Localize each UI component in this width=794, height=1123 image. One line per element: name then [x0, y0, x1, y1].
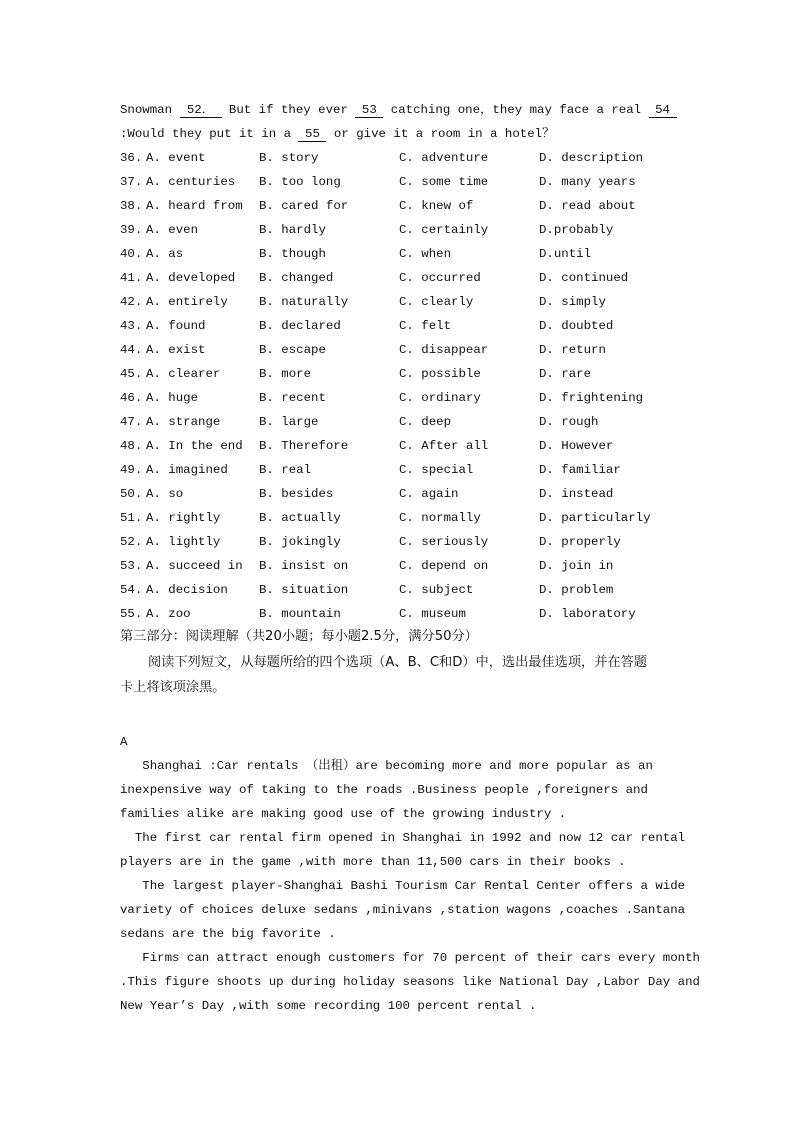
option-c: C. adventure: [399, 151, 489, 165]
option-b: B. mountain: [259, 607, 341, 621]
question-number: 52.: [120, 535, 143, 549]
option-a: A. strange: [146, 415, 221, 429]
blank-53: 53: [355, 104, 383, 118]
question-number: 51.: [120, 511, 143, 525]
blank-54: 54: [649, 104, 677, 118]
option-a: A. In the end: [146, 439, 243, 453]
option-a: A. rightly: [146, 511, 221, 525]
passage-line: .This figure shoots up during holiday seasons like National Day ,Labor Day and: [120, 975, 700, 989]
question-number: 45.: [120, 367, 143, 381]
section-heading: 第三部分：阅读理解（共20小题；每小题2.5分，满分50分）: [120, 629, 478, 644]
question-number: 39.: [120, 223, 143, 237]
option-d: D. instead: [539, 487, 614, 501]
cloze-text: catching one，they may face a real: [383, 103, 649, 117]
option-a: A. huge: [146, 391, 199, 405]
option-c: C. deep: [399, 415, 452, 429]
option-d: D. join in: [539, 559, 614, 573]
option-a: A. imagined: [146, 463, 228, 477]
option-d: D. read about: [539, 199, 636, 213]
option-d: D. continued: [539, 271, 629, 285]
section-instruction-line-2: 卡上将该项涂黑。: [120, 680, 226, 695]
option-b: B. though: [259, 247, 326, 261]
option-d: D. many years: [539, 175, 636, 189]
passage-line: New Year’s Day ,with some recording 100 percent rental .: [120, 999, 537, 1013]
question-number: 46.: [120, 391, 143, 405]
option-d: D. However: [539, 439, 614, 453]
option-d: D. description: [539, 151, 644, 165]
option-b: B. too long: [259, 175, 341, 189]
option-b: B. declared: [259, 319, 341, 333]
passage-line: The largest player-Shanghai Bashi Tourism Car Rental Center offers a wide: [120, 879, 686, 893]
question-number: 55.: [120, 607, 143, 621]
option-d: D. frightening: [539, 391, 644, 405]
option-b: B. hardly: [259, 223, 326, 237]
option-a: A. event: [146, 151, 206, 165]
option-a: A. decision: [146, 583, 228, 597]
option-c: C. normally: [399, 511, 481, 525]
option-b: B. escape: [259, 343, 326, 357]
option-a: A. exist: [146, 343, 206, 357]
option-d: D. laboratory: [539, 607, 636, 621]
question-number: 49.: [120, 463, 143, 477]
passage-line: variety of choices deluxe sedans ,minivans ,station wagons ,coaches .Santana: [120, 903, 686, 917]
option-a: A. centuries: [146, 175, 236, 189]
option-c: C. felt: [399, 319, 452, 333]
option-d: D. rare: [539, 367, 592, 381]
question-number: 42.: [120, 295, 143, 309]
option-d: D.probably: [539, 223, 614, 237]
option-d: D. rough: [539, 415, 599, 429]
option-c: C. disappear: [399, 343, 489, 357]
option-c: C. certainly: [399, 223, 489, 237]
option-a: A. even: [146, 223, 199, 237]
option-c: C. some time: [399, 175, 489, 189]
question-number: 54.: [120, 583, 143, 597]
passage-label: A: [120, 735, 128, 749]
option-c: C. occurred: [399, 271, 481, 285]
option-a: A. clearer: [146, 367, 221, 381]
option-c: C. again: [399, 487, 459, 501]
option-b: B. jokingly: [259, 535, 341, 549]
option-c: C. ordinary: [399, 391, 481, 405]
passage-line: players are in the game ,with more than 11,500 cars in their books .: [120, 855, 626, 869]
blank-55: 55: [298, 128, 326, 142]
option-b: B. more: [259, 367, 312, 381]
option-c: C. After all: [399, 439, 489, 453]
option-b: B. story: [259, 151, 319, 165]
question-number: 53.: [120, 559, 143, 573]
option-b: B. besides: [259, 487, 334, 501]
option-c: C. knew of: [399, 199, 474, 213]
cloze-text: But if they ever: [221, 103, 356, 117]
question-number: 44.: [120, 343, 143, 357]
option-a: A. so: [146, 487, 184, 501]
option-b: B. naturally: [259, 295, 349, 309]
option-a: A. developed: [146, 271, 236, 285]
question-number: 41.: [120, 271, 143, 285]
cloze-line-1: [120, 102, 677, 118]
passage-line: The first car rental firm opened in Shanghai in 1992 and now 12 car rental: [120, 831, 686, 845]
passage-line: inexpensive way of taking to the roads .Business people ,foreigners and: [120, 783, 648, 797]
option-a: A. as: [146, 247, 184, 261]
option-a: A. heard from: [146, 199, 243, 213]
option-c: C. depend on: [399, 559, 489, 573]
option-a: A. found: [146, 319, 206, 333]
option-a: A. lightly: [146, 535, 221, 549]
option-a: A. zoo: [146, 607, 191, 621]
option-d: D. problem: [539, 583, 614, 597]
cloze-text: or give it a room in a hotel？: [326, 127, 555, 141]
passage-line: families alike are making good use of the growing industry .: [120, 807, 567, 821]
option-c: C. subject: [399, 583, 474, 597]
option-a: A. entirely: [146, 295, 228, 309]
option-d: D. simply: [539, 295, 606, 309]
option-b: B. changed: [259, 271, 334, 285]
passage-line: Firms can attract enough customers for 70 percent of their cars every month: [120, 951, 700, 965]
option-b: B. large: [259, 415, 319, 429]
cloze-text: Snowman: [120, 103, 180, 117]
question-number: 50.: [120, 487, 143, 501]
option-c: C. museum: [399, 607, 466, 621]
option-c: C. clearly: [399, 295, 474, 309]
option-d: D. particularly: [539, 511, 651, 525]
section-instruction-line-1: 阅读下列短文，从每题所给的四个选项（A、B、C和D）中，选出最佳选项，并在答题: [148, 655, 647, 670]
question-number: 37.: [120, 175, 143, 189]
option-c: C. when: [399, 247, 452, 261]
question-number: 38.: [120, 199, 143, 213]
option-b: B. insist on: [259, 559, 349, 573]
option-b: B. real: [259, 463, 312, 477]
option-d: D. return: [539, 343, 606, 357]
passage-line: Shanghai :Car rentals （出租）are becoming more and more popular as an: [120, 759, 653, 773]
cloze-line-2: [120, 126, 555, 142]
option-d: D. familiar: [539, 463, 621, 477]
option-b: B. actually: [259, 511, 341, 525]
option-d: D.until: [539, 247, 592, 261]
question-number: 48.: [120, 439, 143, 453]
option-b: B. situation: [259, 583, 349, 597]
cloze-text: :Would they put it in a: [120, 127, 299, 141]
option-c: C. seriously: [399, 535, 489, 549]
passage-line: sedans are the big favorite .: [120, 927, 336, 941]
blank-52: 52．: [180, 104, 222, 118]
question-number: 36.: [120, 151, 143, 165]
option-b: B. cared for: [259, 199, 349, 213]
option-c: C. special: [399, 463, 474, 477]
option-d: D. doubted: [539, 319, 614, 333]
option-c: C. possible: [399, 367, 481, 381]
option-b: B. recent: [259, 391, 326, 405]
question-number: 47.: [120, 415, 143, 429]
option-b: B. Therefore: [259, 439, 349, 453]
question-number: 40.: [120, 247, 143, 261]
option-d: D. properly: [539, 535, 621, 549]
option-a: A. succeed in: [146, 559, 243, 573]
question-number: 43.: [120, 319, 143, 333]
